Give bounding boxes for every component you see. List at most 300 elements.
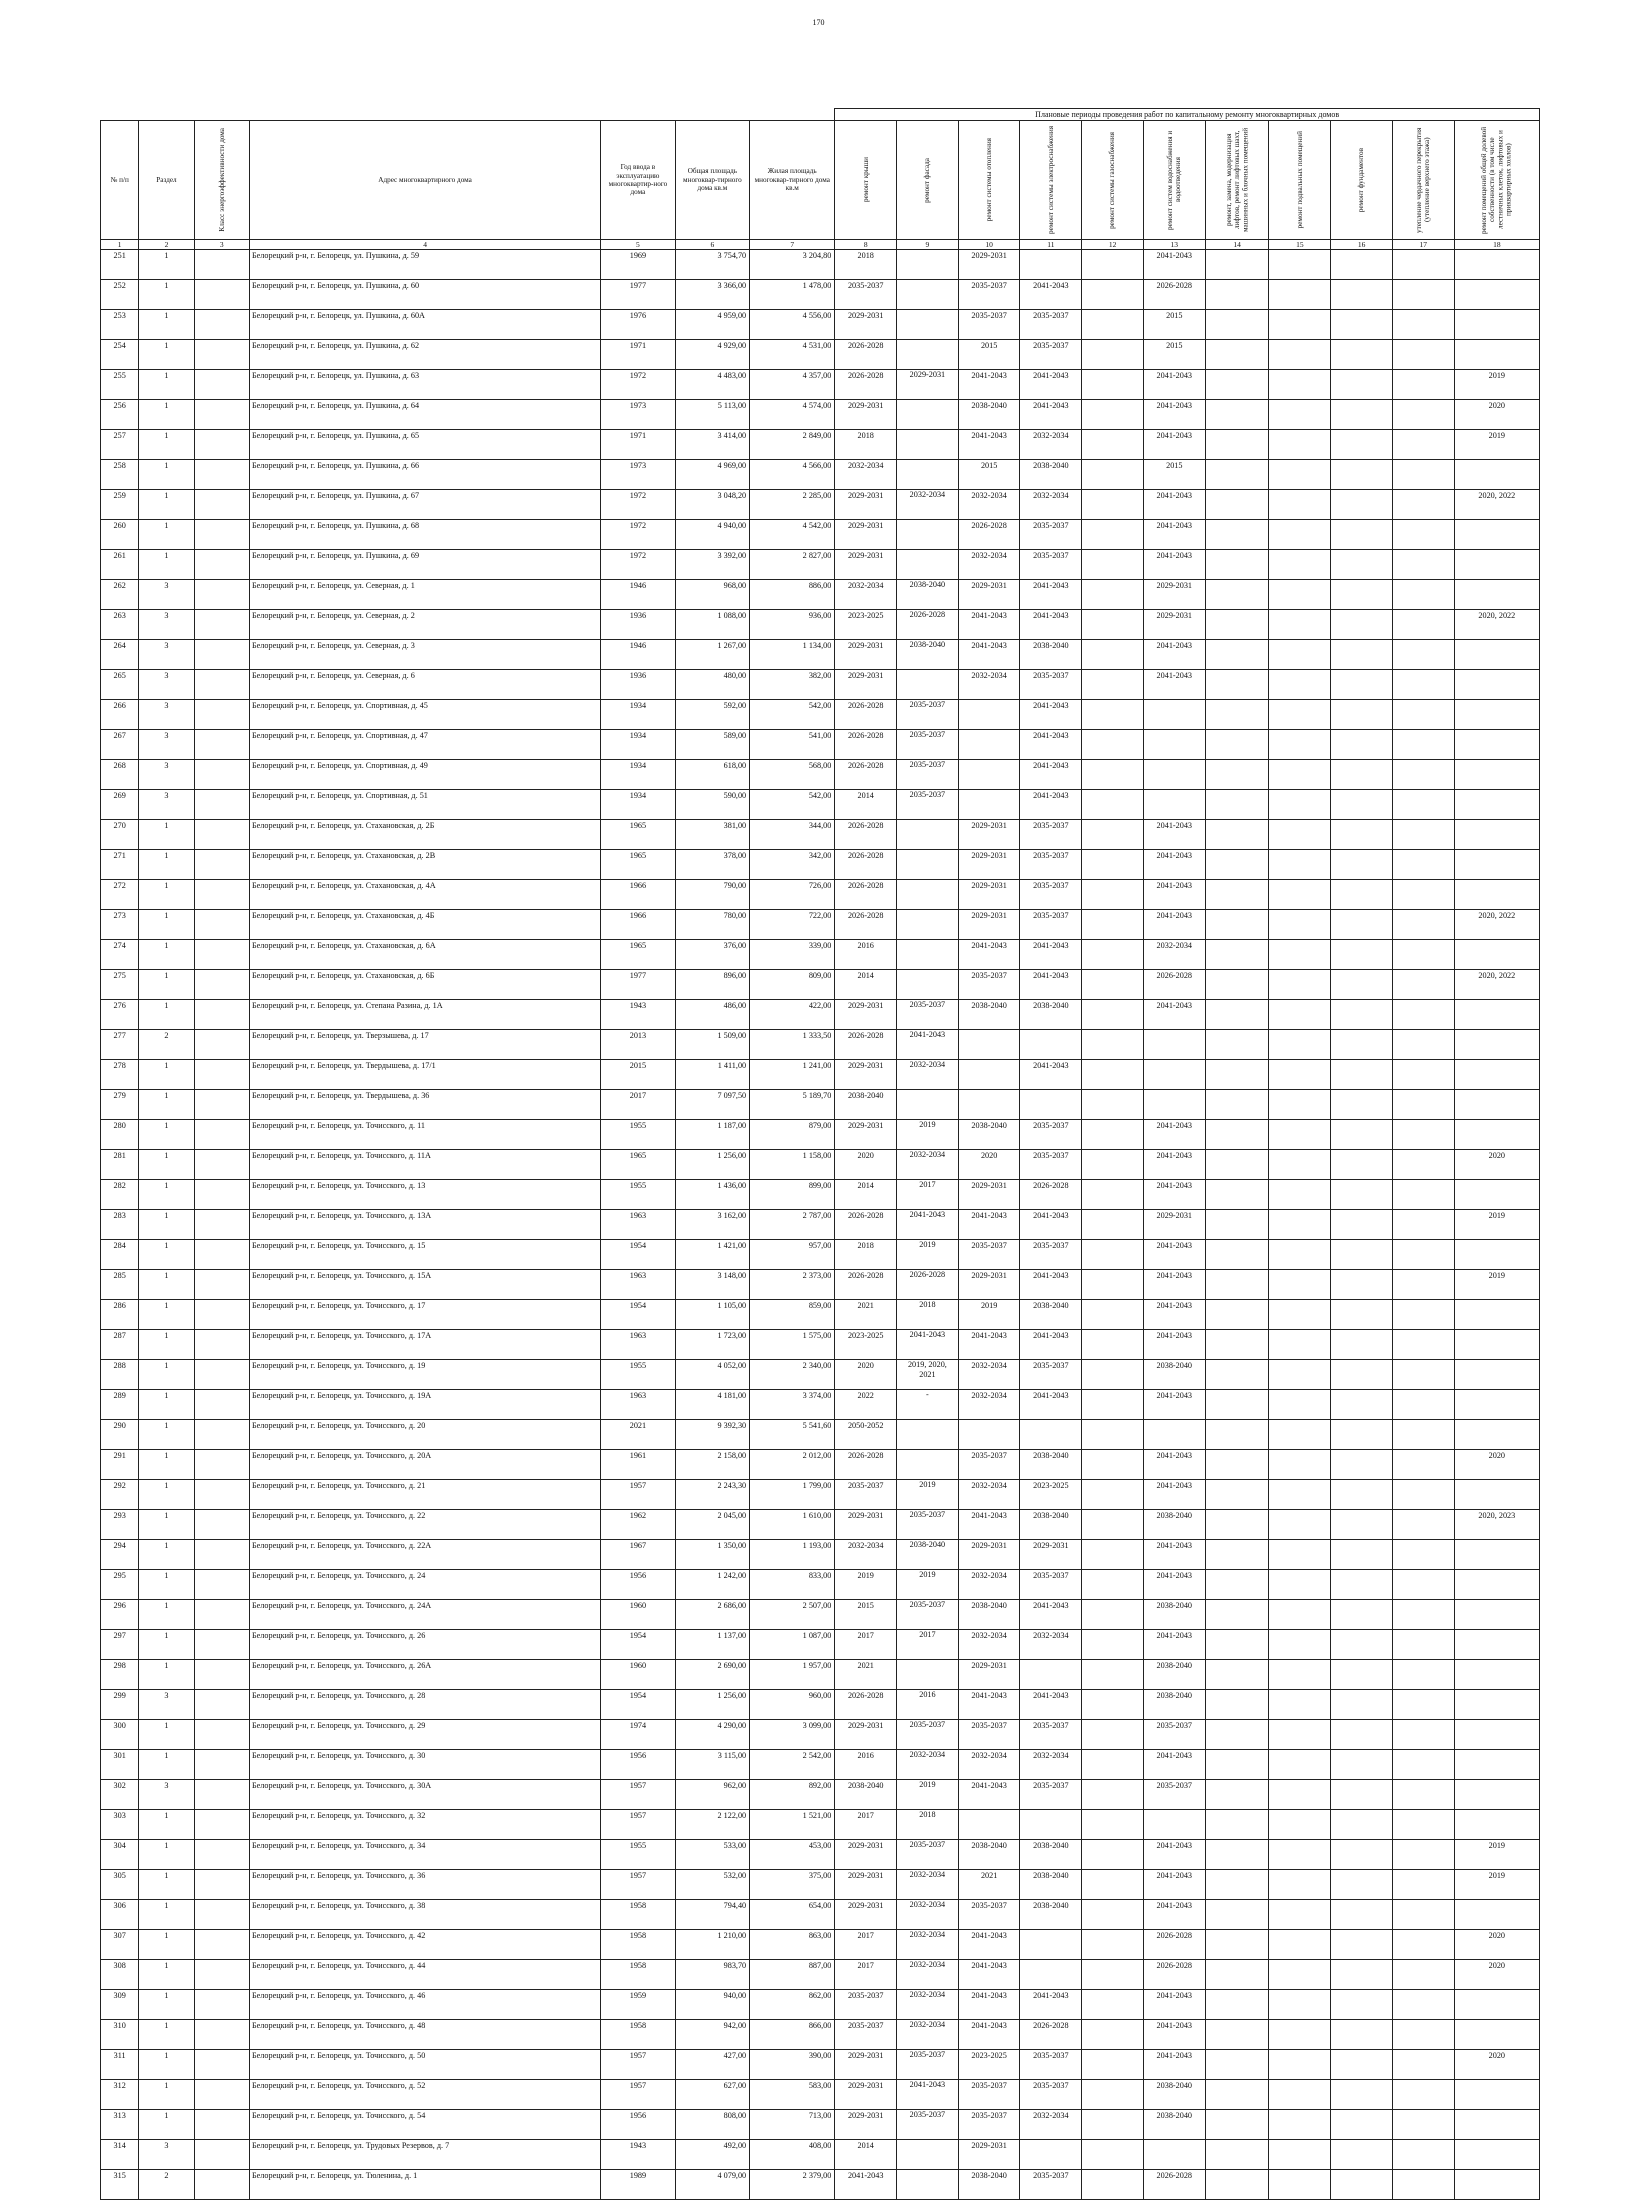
- cell-common-areas-repair: [1454, 2170, 1539, 2200]
- table-row: [101, 640, 1540, 670]
- cell-row-number: 269: [101, 790, 139, 820]
- table-row: [101, 1480, 1540, 1510]
- cell-elevator-repair: [1205, 1540, 1269, 1570]
- cell-foundation-repair: [1331, 790, 1393, 820]
- cell-section: 3: [139, 760, 194, 790]
- cell-living-area: 957,00: [750, 1240, 835, 1270]
- table-row: [101, 1780, 1540, 1810]
- cell-section: 1: [139, 1870, 194, 1900]
- cell-electric-repair: 2032-2034: [1020, 1630, 1082, 1660]
- cell-basement-repair: [1269, 790, 1331, 820]
- cell-facade-repair: 2035-2037: [897, 2050, 959, 2080]
- cell-section: 1: [139, 1540, 194, 1570]
- cell-attic-insulation: [1392, 430, 1454, 460]
- cell-roof-repair: 2019: [835, 1570, 897, 1600]
- cell-row-number: 313: [101, 2110, 139, 2140]
- cell-year-built: 1943: [601, 2140, 675, 2170]
- cell-year-built: 1955: [601, 1180, 675, 1210]
- cell-foundation-repair: [1331, 1570, 1393, 1600]
- cell-roof-repair: 2026-2028: [835, 1450, 897, 1480]
- cell-year-built: 1963: [601, 1270, 675, 1300]
- cell-energy-class: [194, 1510, 249, 1540]
- table-row: [101, 370, 1540, 400]
- cell-foundation-repair: [1331, 2050, 1393, 2080]
- table-row: [101, 550, 1540, 580]
- cell-total-area: 3 366,00: [675, 280, 749, 310]
- cell-basement-repair: [1269, 580, 1331, 610]
- table-row: [101, 850, 1540, 880]
- cell-row-number: 283: [101, 1210, 139, 1240]
- cell-electric-repair: 2038-2040: [1020, 1870, 1082, 1900]
- cell-water-repair: 2041-2043: [1143, 520, 1205, 550]
- cell-facade-repair: [897, 2140, 959, 2170]
- cell-living-area: 422,00: [750, 1000, 835, 1030]
- table-row: [101, 1210, 1540, 1240]
- cell-gas-repair: [1082, 1960, 1144, 1990]
- cell-energy-class: [194, 1780, 249, 1810]
- cell-facade-repair: [897, 280, 959, 310]
- cell-row-number: 298: [101, 1660, 139, 1690]
- cell-energy-class: [194, 2080, 249, 2110]
- cell-address: Белорецкий р-н, г. Белорецк, ул. Твердышева, д. 17/1: [249, 1060, 600, 1090]
- column-number-17: 17: [1392, 240, 1454, 250]
- cell-foundation-repair: [1331, 1720, 1393, 1750]
- cell-total-area: 790,00: [675, 880, 749, 910]
- cell-electric-repair: 2038-2040: [1020, 640, 1082, 670]
- cell-attic-insulation: [1392, 280, 1454, 310]
- cell-foundation-repair: [1331, 1690, 1393, 1720]
- cell-gas-repair: [1082, 430, 1144, 460]
- cell-roof-repair: 2050-2052: [835, 1420, 897, 1450]
- table-row: [101, 1660, 1540, 1690]
- cell-basement-repair: [1269, 2170, 1331, 2200]
- column-header-1: [101, 121, 139, 240]
- cell-foundation-repair: [1331, 1420, 1393, 1450]
- cell-energy-class: [194, 1690, 249, 1720]
- cell-attic-insulation: [1392, 1030, 1454, 1060]
- cell-address: Белорецкий р-н, г. Белорецк, ул. Твердышева, д. 36: [249, 1090, 600, 1120]
- cell-total-area: 3 392,00: [675, 550, 749, 580]
- column-header-label: Год ввода в эксплуатацию многоквартир-ного дома: [608, 163, 668, 197]
- cell-heating-repair: 2032-2034: [958, 1750, 1020, 1780]
- cell-section: 1: [139, 280, 194, 310]
- cell-living-area: 899,00: [750, 1180, 835, 1210]
- column-header-6: [675, 121, 749, 240]
- cell-heating-repair: 2041-2043: [958, 640, 1020, 670]
- cell-basement-repair: [1269, 310, 1331, 340]
- column-header-label: Раздел: [156, 175, 177, 184]
- table-row: [101, 280, 1540, 310]
- cell-row-number: 310: [101, 2020, 139, 2050]
- cell-roof-repair: 2026-2028: [835, 1030, 897, 1060]
- cell-year-built: 2015: [601, 1060, 675, 1090]
- cell-living-area: 1 575,00: [750, 1330, 835, 1360]
- cell-heating-repair: 2041-2043: [958, 2020, 1020, 2050]
- cell-elevator-repair: [1205, 970, 1269, 1000]
- cell-energy-class: [194, 1930, 249, 1960]
- cell-section: 1: [139, 1090, 194, 1120]
- cell-attic-insulation: [1392, 250, 1454, 280]
- cell-energy-class: [194, 1900, 249, 1930]
- cell-section: 1: [139, 1750, 194, 1780]
- table-row: [101, 1300, 1540, 1330]
- cell-year-built: 1956: [601, 1750, 675, 1780]
- cell-common-areas-repair: 2019: [1454, 1270, 1539, 1300]
- column-number-16: 16: [1331, 240, 1393, 250]
- cell-common-areas-repair: [1454, 2140, 1539, 2170]
- cell-electric-repair: 2041-2043: [1020, 1390, 1082, 1420]
- cell-gas-repair: [1082, 790, 1144, 820]
- cell-year-built: 1967: [601, 1540, 675, 1570]
- cell-basement-repair: [1269, 490, 1331, 520]
- cell-common-areas-repair: [1454, 790, 1539, 820]
- cell-year-built: 1934: [601, 790, 675, 820]
- cell-section: 3: [139, 1780, 194, 1810]
- column-number-4: 4: [249, 240, 600, 250]
- cell-section: 1: [139, 1450, 194, 1480]
- cell-basement-repair: [1269, 1060, 1331, 1090]
- cell-attic-insulation: [1392, 1360, 1454, 1390]
- column-number-14: 14: [1205, 240, 1269, 250]
- cell-facade-repair: 2029-2031: [897, 370, 959, 400]
- cell-attic-insulation: [1392, 2140, 1454, 2170]
- cell-total-area: 427,00: [675, 2050, 749, 2080]
- cell-heating-repair: 2035-2037: [958, 280, 1020, 310]
- cell-section: 1: [139, 1390, 194, 1420]
- cell-year-built: 1972: [601, 370, 675, 400]
- cell-water-repair: 2015: [1143, 340, 1205, 370]
- cell-heating-repair: [958, 1810, 1020, 1840]
- cell-heating-repair: 2029-2031: [958, 910, 1020, 940]
- cell-foundation-repair: [1331, 1930, 1393, 1960]
- cell-electric-repair: 2041-2043: [1020, 970, 1082, 1000]
- cell-row-number: 276: [101, 1000, 139, 1030]
- cell-common-areas-repair: 2020, 2022: [1454, 490, 1539, 520]
- cell-total-area: 378,00: [675, 850, 749, 880]
- cell-roof-repair: 2029-2031: [835, 670, 897, 700]
- column-header-label: ремонт помещений общей долевой собственности (в том числе лестничных клеток, лифтовых и приквартирных холлов): [1480, 126, 1514, 234]
- cell-living-area: 879,00: [750, 1120, 835, 1150]
- cell-facade-repair: 2019, 2020, 2021: [897, 1360, 959, 1390]
- cell-section: 1: [139, 460, 194, 490]
- cell-section: 1: [139, 1300, 194, 1330]
- cell-elevator-repair: [1205, 340, 1269, 370]
- column-number-5: 5: [601, 240, 675, 250]
- cell-heating-repair: 2032-2034: [958, 1360, 1020, 1390]
- cell-living-area: 1 478,00: [750, 280, 835, 310]
- cell-electric-repair: [1020, 1960, 1082, 1990]
- cell-water-repair: 2026-2028: [1143, 280, 1205, 310]
- cell-basement-repair: [1269, 1960, 1331, 1990]
- cell-row-number: 254: [101, 340, 139, 370]
- cell-common-areas-repair: 2020: [1454, 1930, 1539, 1960]
- cell-water-repair: 2041-2043: [1143, 550, 1205, 580]
- cell-living-area: 568,00: [750, 760, 835, 790]
- cell-basement-repair: [1269, 1270, 1331, 1300]
- cell-basement-repair: [1269, 820, 1331, 850]
- cell-row-number: 258: [101, 460, 139, 490]
- cell-attic-insulation: [1392, 1660, 1454, 1690]
- cell-section: 1: [139, 850, 194, 880]
- cell-row-number: 306: [101, 1900, 139, 1930]
- cell-total-area: 7 097,50: [675, 1090, 749, 1120]
- table-row: [101, 1930, 1540, 1960]
- cell-total-area: 780,00: [675, 910, 749, 940]
- cell-address: Белорецкий р-н, г. Белорецк, ул. Северная, д. 3: [249, 640, 600, 670]
- cell-total-area: 1 411,00: [675, 1060, 749, 1090]
- cell-address: Белорецкий р-н, г. Белорецк, ул. Точисского, д. 52: [249, 2080, 600, 2110]
- cell-elevator-repair: [1205, 700, 1269, 730]
- table-row: [101, 1360, 1540, 1390]
- cell-attic-insulation: [1392, 1930, 1454, 1960]
- cell-elevator-repair: [1205, 1450, 1269, 1480]
- cell-attic-insulation: [1392, 1060, 1454, 1090]
- cell-attic-insulation: [1392, 520, 1454, 550]
- cell-section: 1: [139, 940, 194, 970]
- cell-elevator-repair: [1205, 1690, 1269, 1720]
- table-row: [101, 1720, 1540, 1750]
- cell-row-number: 315: [101, 2170, 139, 2200]
- cell-total-area: 3 754,70: [675, 250, 749, 280]
- cell-section: 1: [139, 340, 194, 370]
- cell-address: Белорецкий р-н, г. Белорецк, ул. Точисского, д. 36: [249, 1870, 600, 1900]
- cell-living-area: 713,00: [750, 2110, 835, 2140]
- cell-common-areas-repair: 2020, 2022: [1454, 970, 1539, 1000]
- cell-total-area: 486,00: [675, 1000, 749, 1030]
- cell-year-built: 1976: [601, 310, 675, 340]
- cell-heating-repair: 2041-2043: [958, 1780, 1020, 1810]
- cell-foundation-repair: [1331, 580, 1393, 610]
- cell-gas-repair: [1082, 970, 1144, 1000]
- column-header-label: Жилая площадь многоквар-тирного дома кв.м: [754, 167, 830, 193]
- cell-address: Белорецкий р-н, г. Белорецк, ул. Трудовых Резервов, д. 7: [249, 2140, 600, 2170]
- cell-gas-repair: [1082, 490, 1144, 520]
- cell-section: 3: [139, 790, 194, 820]
- cell-attic-insulation: [1392, 400, 1454, 430]
- cell-section: 1: [139, 1930, 194, 1960]
- cell-total-area: 1 509,00: [675, 1030, 749, 1060]
- cell-address: Белорецкий р-н, г. Белорецк, ул. Точисского, д. 19А: [249, 1390, 600, 1420]
- cell-heating-repair: 2032-2034: [958, 1480, 1020, 1510]
- cell-row-number: 260: [101, 520, 139, 550]
- cell-total-area: 1 187,00: [675, 1120, 749, 1150]
- cell-heating-repair: 2041-2043: [958, 1930, 1020, 1960]
- cell-basement-repair: [1269, 1840, 1331, 1870]
- cell-basement-repair: [1269, 1210, 1331, 1240]
- table-row: [101, 970, 1540, 1000]
- cell-roof-repair: 2016: [835, 940, 897, 970]
- cell-row-number: 314: [101, 2140, 139, 2170]
- cell-row-number: 288: [101, 1360, 139, 1390]
- cell-attic-insulation: [1392, 700, 1454, 730]
- cell-electric-repair: 2029-2031: [1020, 1540, 1082, 1570]
- cell-section: 1: [139, 520, 194, 550]
- cell-roof-repair: 2026-2028: [835, 1270, 897, 1300]
- cell-gas-repair: [1082, 730, 1144, 760]
- cell-water-repair: 2041-2043: [1143, 1900, 1205, 1930]
- cell-electric-repair: 2032-2034: [1020, 2110, 1082, 2140]
- cell-electric-repair: 2038-2040: [1020, 1840, 1082, 1870]
- cell-address: Белорецкий р-н, г. Белорецк, ул. Точисского, д. 28: [249, 1690, 600, 1720]
- table-body: [101, 250, 1540, 2200]
- cell-address: Белорецкий р-н, г. Белорецк, ул. Стахановская, д. 4А: [249, 880, 600, 910]
- cell-electric-repair: 2026-2028: [1020, 2020, 1082, 2050]
- cell-row-number: 287: [101, 1330, 139, 1360]
- cell-energy-class: [194, 370, 249, 400]
- cell-facade-repair: 2041-2043: [897, 1330, 959, 1360]
- cell-facade-repair: 2019: [897, 1240, 959, 1270]
- cell-year-built: 1965: [601, 850, 675, 880]
- cell-address: Белорецкий р-н, г. Белорецк, ул. Точисского, д. 20: [249, 1420, 600, 1450]
- cell-foundation-repair: [1331, 940, 1393, 970]
- cell-row-number: 291: [101, 1450, 139, 1480]
- cell-year-built: 1959: [601, 1990, 675, 2020]
- cell-common-areas-repair: 2020, 2022: [1454, 910, 1539, 940]
- cell-total-area: 983,70: [675, 1960, 749, 1990]
- cell-foundation-repair: [1331, 700, 1393, 730]
- cell-water-repair: [1143, 730, 1205, 760]
- cell-gas-repair: [1082, 1840, 1144, 1870]
- cell-common-areas-repair: [1454, 1420, 1539, 1450]
- cell-address: Белорецкий р-н, г. Белорецк, ул. Степана Разина, д. 1А: [249, 1000, 600, 1030]
- cell-row-number: 274: [101, 940, 139, 970]
- cell-row-number: 277: [101, 1030, 139, 1060]
- cell-attic-insulation: [1392, 1690, 1454, 1720]
- column-header-label: ремонт подвальных помещений: [1295, 131, 1304, 229]
- cell-electric-repair: 2032-2034: [1020, 490, 1082, 520]
- cell-heating-repair: [958, 1090, 1020, 1120]
- cell-foundation-repair: [1331, 2170, 1393, 2200]
- cell-electric-repair: [1020, 1420, 1082, 1450]
- cell-row-number: 262: [101, 580, 139, 610]
- cell-elevator-repair: [1205, 1030, 1269, 1060]
- cell-facade-repair: 2035-2037: [897, 1510, 959, 1540]
- cell-row-number: 302: [101, 1780, 139, 1810]
- cell-roof-repair: 2029-2031: [835, 2110, 897, 2140]
- capital-repair-schedule-table: [100, 108, 1540, 2200]
- cell-facade-repair: 2019: [897, 1570, 959, 1600]
- cell-gas-repair: [1082, 1510, 1144, 1540]
- cell-attic-insulation: [1392, 1780, 1454, 1810]
- cell-water-repair: 2041-2043: [1143, 430, 1205, 460]
- cell-heating-repair: 2038-2040: [958, 400, 1020, 430]
- cell-gas-repair: [1082, 820, 1144, 850]
- cell-electric-repair: 2041-2043: [1020, 760, 1082, 790]
- cell-gas-repair: [1082, 1540, 1144, 1570]
- cell-roof-repair: 2026-2028: [835, 850, 897, 880]
- cell-elevator-repair: [1205, 1390, 1269, 1420]
- cell-water-repair: 2041-2043: [1143, 490, 1205, 520]
- cell-year-built: 1965: [601, 1150, 675, 1180]
- cell-attic-insulation: [1392, 2080, 1454, 2110]
- cell-living-area: 1 087,00: [750, 1630, 835, 1660]
- cell-section: 3: [139, 1690, 194, 1720]
- table-row: [101, 790, 1540, 820]
- table-row: [101, 1060, 1540, 1090]
- cell-facade-repair: [897, 550, 959, 580]
- cell-foundation-repair: [1331, 1120, 1393, 1150]
- cell-basement-repair: [1269, 970, 1331, 1000]
- cell-foundation-repair: [1331, 2110, 1393, 2140]
- cell-foundation-repair: [1331, 1630, 1393, 1660]
- cell-electric-repair: 2035-2037: [1020, 1570, 1082, 1600]
- cell-basement-repair: [1269, 1870, 1331, 1900]
- cell-address: Белорецкий р-н, г. Белорецк, ул. Точисского, д. 29: [249, 1720, 600, 1750]
- cell-total-area: 896,00: [675, 970, 749, 1000]
- cell-section: 1: [139, 1000, 194, 1030]
- cell-roof-repair: 2026-2028: [835, 1210, 897, 1240]
- cell-section: 3: [139, 610, 194, 640]
- cell-heating-repair: 2038-2040: [958, 1000, 1020, 1030]
- cell-attic-insulation: [1392, 1090, 1454, 1120]
- cell-heating-repair: 2032-2034: [958, 1630, 1020, 1660]
- cell-roof-repair: 2023-2025: [835, 610, 897, 640]
- cell-attic-insulation: [1392, 1330, 1454, 1360]
- cell-row-number: 272: [101, 880, 139, 910]
- cell-facade-repair: [897, 400, 959, 430]
- table-row: [101, 1240, 1540, 1270]
- cell-heating-repair: 2035-2037: [958, 1240, 1020, 1270]
- cell-attic-insulation: [1392, 1750, 1454, 1780]
- cell-row-number: 286: [101, 1300, 139, 1330]
- cell-total-area: 1 256,00: [675, 1690, 749, 1720]
- cell-common-areas-repair: [1454, 1540, 1539, 1570]
- cell-facade-repair: 2032-2034: [897, 1930, 959, 1960]
- cell-basement-repair: [1269, 430, 1331, 460]
- cell-address: Белорецкий р-н, г. Белорецк, ул. Точисского, д. 44: [249, 1960, 600, 1990]
- cell-heating-repair: 2041-2043: [958, 1330, 1020, 1360]
- cell-facade-repair: 2017: [897, 1630, 959, 1660]
- cell-water-repair: 2041-2043: [1143, 820, 1205, 850]
- cell-roof-repair: 2026-2028: [835, 880, 897, 910]
- cell-gas-repair: [1082, 370, 1144, 400]
- cell-common-areas-repair: [1454, 1240, 1539, 1270]
- cell-electric-repair: 2041-2043: [1020, 1330, 1082, 1360]
- cell-electric-repair: 2035-2037: [1020, 2080, 1082, 2110]
- cell-elevator-repair: [1205, 1810, 1269, 1840]
- column-header-label: ремонт системы отопления: [985, 138, 994, 222]
- column-number-10: 10: [958, 240, 1020, 250]
- cell-basement-repair: [1269, 1810, 1331, 1840]
- cell-living-area: 863,00: [750, 1930, 835, 1960]
- cell-gas-repair: [1082, 1930, 1144, 1960]
- table-row: [101, 430, 1540, 460]
- cell-roof-repair: 2029-2031: [835, 1720, 897, 1750]
- cell-row-number: 307: [101, 1930, 139, 1960]
- cell-water-repair: 2041-2043: [1143, 1300, 1205, 1330]
- cell-roof-repair: 2014: [835, 970, 897, 1000]
- cell-facade-repair: [897, 250, 959, 280]
- cell-address: Белорецкий р-н, г. Белорецк, ул. Стахановская, д. 2Б: [249, 820, 600, 850]
- cell-energy-class: [194, 430, 249, 460]
- cell-common-areas-repair: [1454, 940, 1539, 970]
- cell-total-area: 794,40: [675, 1900, 749, 1930]
- cell-facade-repair: [897, 520, 959, 550]
- cell-common-areas-repair: [1454, 310, 1539, 340]
- cell-energy-class: [194, 700, 249, 730]
- cell-water-repair: 2032-2034: [1143, 940, 1205, 970]
- column-header-label: утепление чердачного перекрытия (утепление верхнего этажа): [1415, 127, 1432, 233]
- cell-water-repair: 2041-2043: [1143, 1000, 1205, 1030]
- cell-facade-repair: [897, 820, 959, 850]
- cell-gas-repair: [1082, 1120, 1144, 1150]
- cell-basement-repair: [1269, 640, 1331, 670]
- cell-total-area: 4 929,00: [675, 340, 749, 370]
- cell-year-built: 1957: [601, 2080, 675, 2110]
- cell-total-area: 3 115,00: [675, 1750, 749, 1780]
- cell-living-area: 833,00: [750, 1570, 835, 1600]
- cell-electric-repair: 2035-2037: [1020, 850, 1082, 880]
